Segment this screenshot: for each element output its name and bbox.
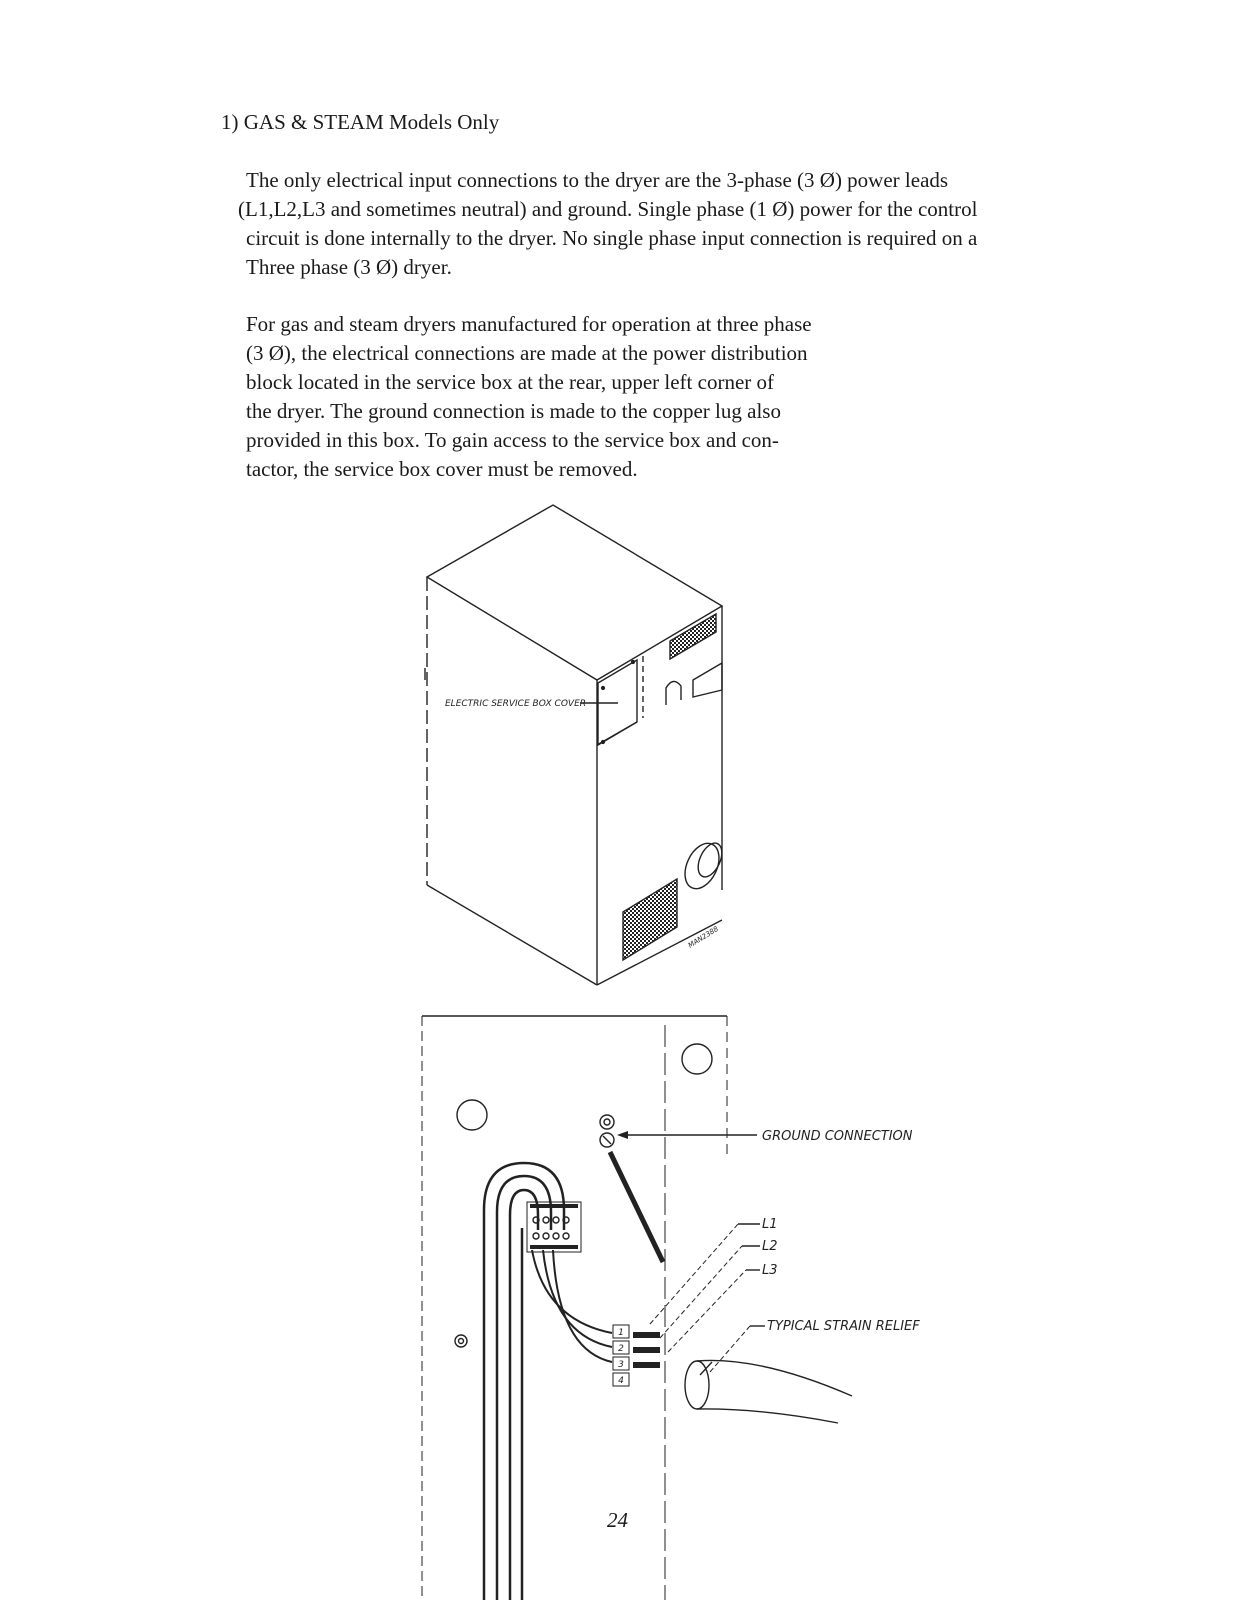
terminal-clamps [633, 1335, 660, 1365]
cable-bundle [484, 1163, 564, 1600]
ground-wire [610, 1152, 663, 1262]
ground-lug [600, 1115, 614, 1147]
dryer-isometric-figure [425, 505, 727, 985]
text-line: (3 Ø), the electrical connections are made at the power distribution [246, 341, 808, 365]
text-line: (L1,L2,L3 and sometimes neutral) and ground. Single phase (1 Ø) power for the control [238, 197, 978, 221]
service-box-cover-callout: ELECTRIC SERVICE BOX COVER [445, 699, 587, 709]
text-line: Three phase (3 Ø) dryer. [246, 255, 452, 279]
l3-callout: L3 [762, 1263, 778, 1278]
text-line: circuit is done internally to the dryer. No single phase input connection is required on a [246, 226, 978, 250]
l2-callout: L2 [762, 1239, 778, 1254]
text-line: tactor, the service box cover must be removed. [246, 457, 638, 481]
exhaust-duct-shape [666, 681, 681, 705]
text-line: The only electrical input connections to the dryer are the 3-phase (3 Ø) power leads [246, 168, 949, 192]
ground-connection-callout: GROUND CONNECTION [762, 1129, 913, 1144]
knockout-hole [682, 1044, 712, 1074]
text-line: For gas and steam dryers manufactured for operation at three phase [246, 312, 812, 336]
terminal-number: 4 [618, 1376, 624, 1386]
power-distribution-block [527, 1202, 581, 1252]
terminal-number: 2 [618, 1344, 624, 1354]
strain-relief-callout: TYPICAL STRAIN RELIEF [767, 1319, 920, 1334]
service-box-wiring-figure [422, 1016, 852, 1600]
terminal-number: 3 [618, 1360, 624, 1370]
figure1-drawing-id: MAN2388 [686, 924, 720, 950]
text-line: the dryer. The ground connection is made to the copper lug also [246, 399, 781, 423]
text-line: provided in this box. To gain access to the service box and con- [246, 428, 779, 452]
l1-callout: L1 [762, 1217, 778, 1232]
page-number: 24 [607, 1508, 628, 1532]
strain-relief-conduit [685, 1360, 852, 1423]
lead-wires [532, 1250, 612, 1362]
knockout-hole [457, 1100, 487, 1130]
mounting-screw [455, 1335, 467, 1347]
top-vent-grill [670, 614, 716, 659]
section-heading: 1) GAS & STEAM Models Only [221, 110, 500, 134]
terminal-number: 1 [618, 1328, 624, 1338]
text-line: block located in the service box at the rear, upper left corner of [246, 370, 775, 394]
